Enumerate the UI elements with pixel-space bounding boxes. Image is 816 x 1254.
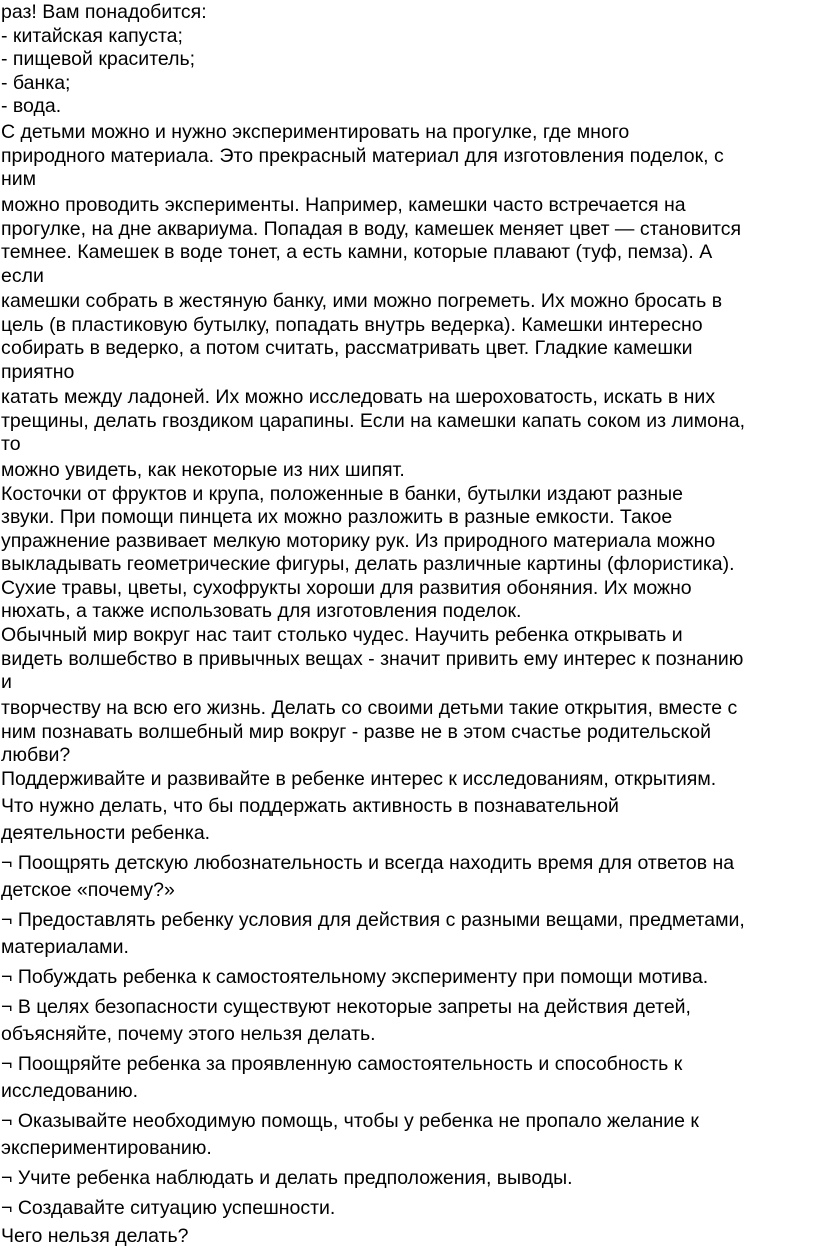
text-line: видеть волшебство в привычных вещах - значит привить ему интерес к познанию [1, 647, 744, 670]
bullet-continuation: экспериментированию. [1, 1137, 212, 1159]
bullet-continuation: материалами. [1, 936, 129, 958]
text-line: ним [1, 168, 37, 190]
text-line: любви? [1, 744, 71, 766]
bullet-text: В целях безопасности существуют некоторые запреты на действия детей, [17, 996, 691, 1018]
closing-question: Чего нельзя делать? [1, 1225, 189, 1247]
bullet-text: Учите ребенка наблюдать и делать предположения, выводы. [17, 1167, 573, 1189]
text-line: Поддерживайте и развивайте в ребенке интерес к исследованиям, открытиям. [1, 768, 717, 790]
text-line: - китайская капуста; [1, 24, 183, 47]
not-sign-icon: ¬ [1, 996, 13, 1018]
text-line: природного материала. Это прекрасный материал для изготовления поделок, с [1, 144, 724, 167]
text-line: можно проводить эксперименты. Например, камешки часто встречается на [1, 194, 686, 216]
bullet-item [1, 966, 708, 989]
text-line: деятельности ребенка. [1, 822, 211, 844]
text-line: упражнение развивает мелкую моторику рук. Из природного материала можно [1, 529, 716, 552]
text-line: ним познавать волшебный мир вокруг - разве не в этом счастье родительской [1, 720, 712, 743]
not-sign-icon: ¬ [1, 909, 13, 931]
text-line: - вода. [1, 95, 62, 117]
bullet-continuation: объясняйте, почему этого нельзя делать. [1, 1023, 376, 1045]
bullet-text: Поощряйте ребенка за проявленную самостоятельность и способность к [17, 1053, 683, 1075]
text-line: камешки собрать в жестяную банку, ими можно погреметь. Их можно бросать в [1, 290, 723, 312]
not-sign-icon: ¬ [1, 1110, 13, 1132]
text-line: собирать в ведерко, а потом считать, рассматривать цвет. Гладкие камешки [1, 337, 693, 359]
bullet-item [1, 909, 745, 932]
text-line: и [1, 671, 12, 693]
bullet-continuation: детское «почему?» [1, 879, 175, 901]
not-sign-icon: ¬ [1, 1053, 13, 1075]
not-sign-icon: ¬ [1, 1167, 13, 1189]
text-line: С детьми можно и нужно экспериментировать на прогулке, где много [1, 121, 630, 143]
bullet-text: Оказывайте необходимую помощь, чтобы у ребенка не пропало желание к [17, 1110, 699, 1132]
text-line: катать между ладоней. Их можно исследовать на шероховатость, искать в них [1, 386, 716, 408]
text-line: Сухие травы, цветы, сухофрукты хороши для развития обоняния. Их можно [1, 576, 692, 599]
bullet-item [1, 996, 691, 1019]
bullet-text: Поощрять детскую любознательность и всегда находить время для ответов на [17, 852, 735, 874]
text-line: темнее. Камешек в воде тонет, а есть камни, которые плавают (туф, пемза). А [1, 241, 713, 263]
text-line: если [1, 264, 44, 287]
bullet-item [1, 852, 734, 875]
bullet-text: Создавайте ситуацию успешности. [17, 1197, 336, 1219]
bullet-continuation: исследованию. [1, 1080, 139, 1102]
text-line: можно увидеть, как некоторые из них шипят. [1, 459, 405, 481]
bullet-text: Предоставлять ребенку условия для действия с разными вещами, предметами, [17, 909, 745, 931]
bullet-item [1, 1053, 682, 1076]
text-line: то [1, 433, 21, 455]
text-line: трещины, делать гвоздиком царапины. Если на камешки капать соком из лимона, [1, 409, 746, 432]
text-line: нюхать, а также использовать для изготовления поделок. [1, 600, 522, 622]
text-line: Косточки от фруктов и крупа, положенные в банки, бутылки издают разные [1, 482, 683, 505]
text-line: приятно [1, 360, 75, 383]
text-line: выкладывать геометрические фигуры, делать различные картины (флористика). [1, 553, 735, 575]
not-sign-icon: ¬ [1, 966, 13, 988]
text-line: - банка; [1, 71, 71, 94]
text-line: раз! Вам понадобится: [1, 1, 207, 23]
text-line: творчеству на всю его жизнь. Делать со своими детьми такие открытия, вместе с [1, 697, 738, 719]
text-line: звуки. При помощи пинцета их можно разложить в разные емкости. Такое [1, 506, 673, 528]
text-line: Обычный мир вокруг нас таит столько чудес. Научить ребенка открывать и [1, 624, 683, 646]
bullet-item [1, 1167, 573, 1190]
bullet-text: Побуждать ребенка к самостоятельному эксперименту при помощи мотива. [17, 966, 709, 988]
text-line: цель (в пластиковую бутылку, попадать внутрь ведерка). Камешки интересно [1, 313, 703, 336]
not-sign-icon: ¬ [1, 1197, 13, 1219]
text-line: - пищевой краситель; [1, 48, 196, 70]
bullet-item [1, 1110, 699, 1133]
bullet-item [1, 1197, 335, 1220]
text-line: Что нужно делать, что бы поддержать активность в познавательной [1, 795, 619, 817]
text-line: прогулке, на дне аквариума. Попадая в воду, камешек меняет цвет — становится [1, 217, 742, 240]
not-sign-icon: ¬ [1, 852, 13, 874]
